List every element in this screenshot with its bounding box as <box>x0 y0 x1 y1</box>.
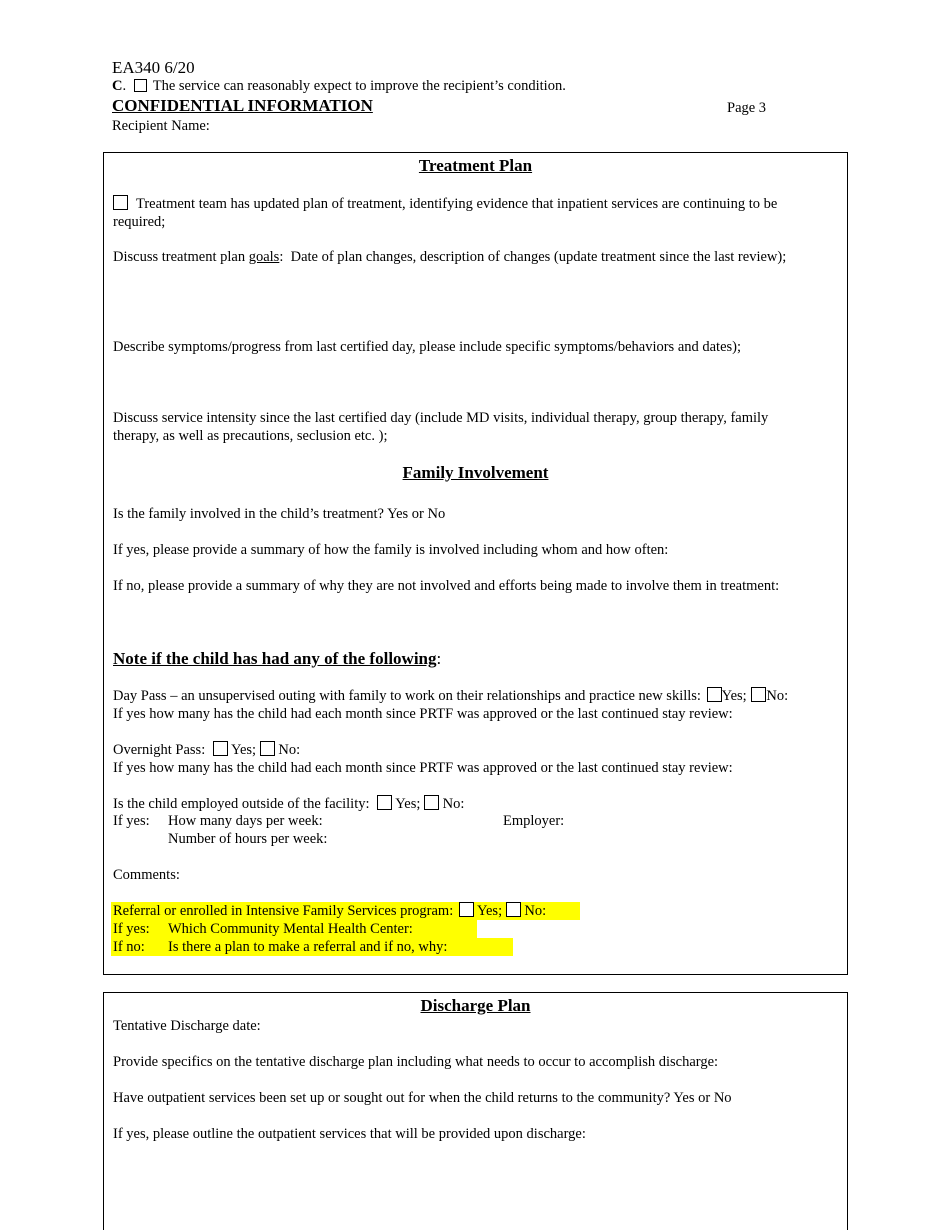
employed-yes-checkbox[interactable] <box>377 795 392 810</box>
treatment-plan-title: Treatment Plan <box>418 156 533 175</box>
intensity-prompt: Discuss service intensity since the last certified day (include MD visits, individual therapy, group therapy, family <box>113 410 769 426</box>
overnight-no-checkbox[interactable] <box>260 741 275 756</box>
treatment-updated-text-cont: required; <box>113 214 166 230</box>
day-pass-yes-checkbox[interactable] <box>707 687 722 702</box>
employer-label: Employer: <box>503 813 565 829</box>
treatment-updated-text: Treatment team has updated plan of treatment, identifying evidence that inpatient services are continuing to be <box>136 196 778 212</box>
referral-if-yes-row <box>111 920 477 938</box>
goals-pre: Discuss treatment plan <box>113 249 249 265</box>
employed-no-label: No: <box>442 796 465 812</box>
day-pass-row <box>113 687 788 705</box>
referral-yes-checkbox[interactable] <box>459 902 474 917</box>
overnight-how-many: If yes how many has the child had each month since PRTF was approved or the last continued stay review: <box>113 760 733 776</box>
overnight-yes-checkbox[interactable] <box>213 741 228 756</box>
family-involvement-title: Family Involvement <box>402 463 549 482</box>
note-colon: : <box>436 649 442 668</box>
overnight-pass-label: Overnight Pass: <box>113 742 206 758</box>
day-pass-label: Day Pass – an unsupervised outing with family to work on their relationships and practice new skills: <box>113 688 701 704</box>
page-number: Page 3 <box>727 100 767 116</box>
referral-yes-label: Yes; <box>476 903 503 919</box>
employed-no-checkbox[interactable] <box>424 795 439 810</box>
item-c-letter: C <box>112 78 123 94</box>
referral-no-label: No: <box>524 903 547 919</box>
discharge-plan-title: Discharge Plan <box>420 996 531 1015</box>
recipient-name-label: Recipient Name: <box>112 118 210 134</box>
overnight-yes-label: Yes; <box>230 742 257 758</box>
days-per-week-label: How many days per week: <box>168 813 323 829</box>
day-pass-yes-label: Yes; <box>721 688 747 704</box>
referral-if-yes-label: If yes: <box>113 921 150 937</box>
treatment-updated-checkbox[interactable] <box>113 195 128 210</box>
employed-yes-label: Yes; <box>395 796 421 812</box>
referral-label: Referral or enrolled in Intensive Family Services program: <box>113 903 454 919</box>
discharge-specifics-prompt: Provide specifics on the tentative discharge plan including what needs to occur to accomplish discharge: <box>113 1054 719 1070</box>
discharge-section <box>103 992 848 1230</box>
note-title: Note if the child has had any of the following <box>113 649 437 668</box>
item-c-checkbox[interactable] <box>134 79 147 92</box>
symptoms-prompt: Describe symptoms/progress from last certified day, please include specific symptoms/behaviors and dates); <box>113 339 742 355</box>
goals-post: : Date of plan changes, description of changes (update treatment since the last review); <box>279 249 787 265</box>
discharge-date-label: Tentative Discharge date: <box>113 1018 261 1034</box>
overnight-pass-row <box>113 741 300 759</box>
treatment-section <box>103 152 848 975</box>
confidential-heading: CONFIDENTIAL INFORMATION <box>112 96 373 115</box>
day-pass-how-many: If yes how many has the child had each month since PRTF was approved or the last continued stay review: <box>113 706 733 722</box>
referral-no-checkbox[interactable] <box>506 902 521 917</box>
treatment-updated-row <box>113 195 777 213</box>
goals-word: goals <box>248 249 280 265</box>
note-heading <box>113 649 441 669</box>
employed-label: Is the child employed outside of the facility: <box>113 796 370 812</box>
referral-cmhc-prompt: Which Community Mental Health Center: <box>168 921 413 937</box>
referral-if-no-row <box>111 938 513 956</box>
hours-per-week-label: Number of hours per week: <box>168 831 328 847</box>
outpatient-question: Have outpatient services been set up or sought out for when the child returns to the community? Yes or No <box>113 1090 732 1106</box>
comments-label: Comments: <box>113 867 180 883</box>
item-c-text: The service can reasonably expect to improve the recipient’s condition. <box>152 78 566 94</box>
item-c: C. The service can reasonably expect to improve the recipient’s condition. <box>112 78 566 94</box>
treatment-goals-prompt <box>113 248 786 266</box>
referral-if-no-label: If no: <box>113 939 145 955</box>
day-pass-no-checkbox[interactable] <box>751 687 766 702</box>
form-id: EA340 6/20 <box>112 58 195 77</box>
employed-row <box>113 795 464 813</box>
outpatient-outline-prompt: If yes, please outline the outpatient services that will be provided upon discharge: <box>113 1126 586 1142</box>
referral-highlight-row <box>111 902 580 920</box>
referral-plan-prompt: Is there a plan to make a referral and if no, why: <box>168 939 448 955</box>
family-if-no-prompt: If no, please provide a summary of why they are not involved and efforts being made to involve them in treatment: <box>113 578 780 594</box>
day-pass-no-label: No: <box>766 688 789 704</box>
family-if-yes-prompt: If yes, please provide a summary of how the family is involved including whom and how often: <box>113 542 669 558</box>
intensity-prompt-cont: therapy, as well as precautions, seclusion etc. ); <box>113 428 388 444</box>
family-involved-question: Is the family involved in the child’s treatment? Yes or No <box>113 506 446 522</box>
overnight-no-label: No: <box>278 742 301 758</box>
employed-if-yes-label: If yes: <box>113 813 150 829</box>
